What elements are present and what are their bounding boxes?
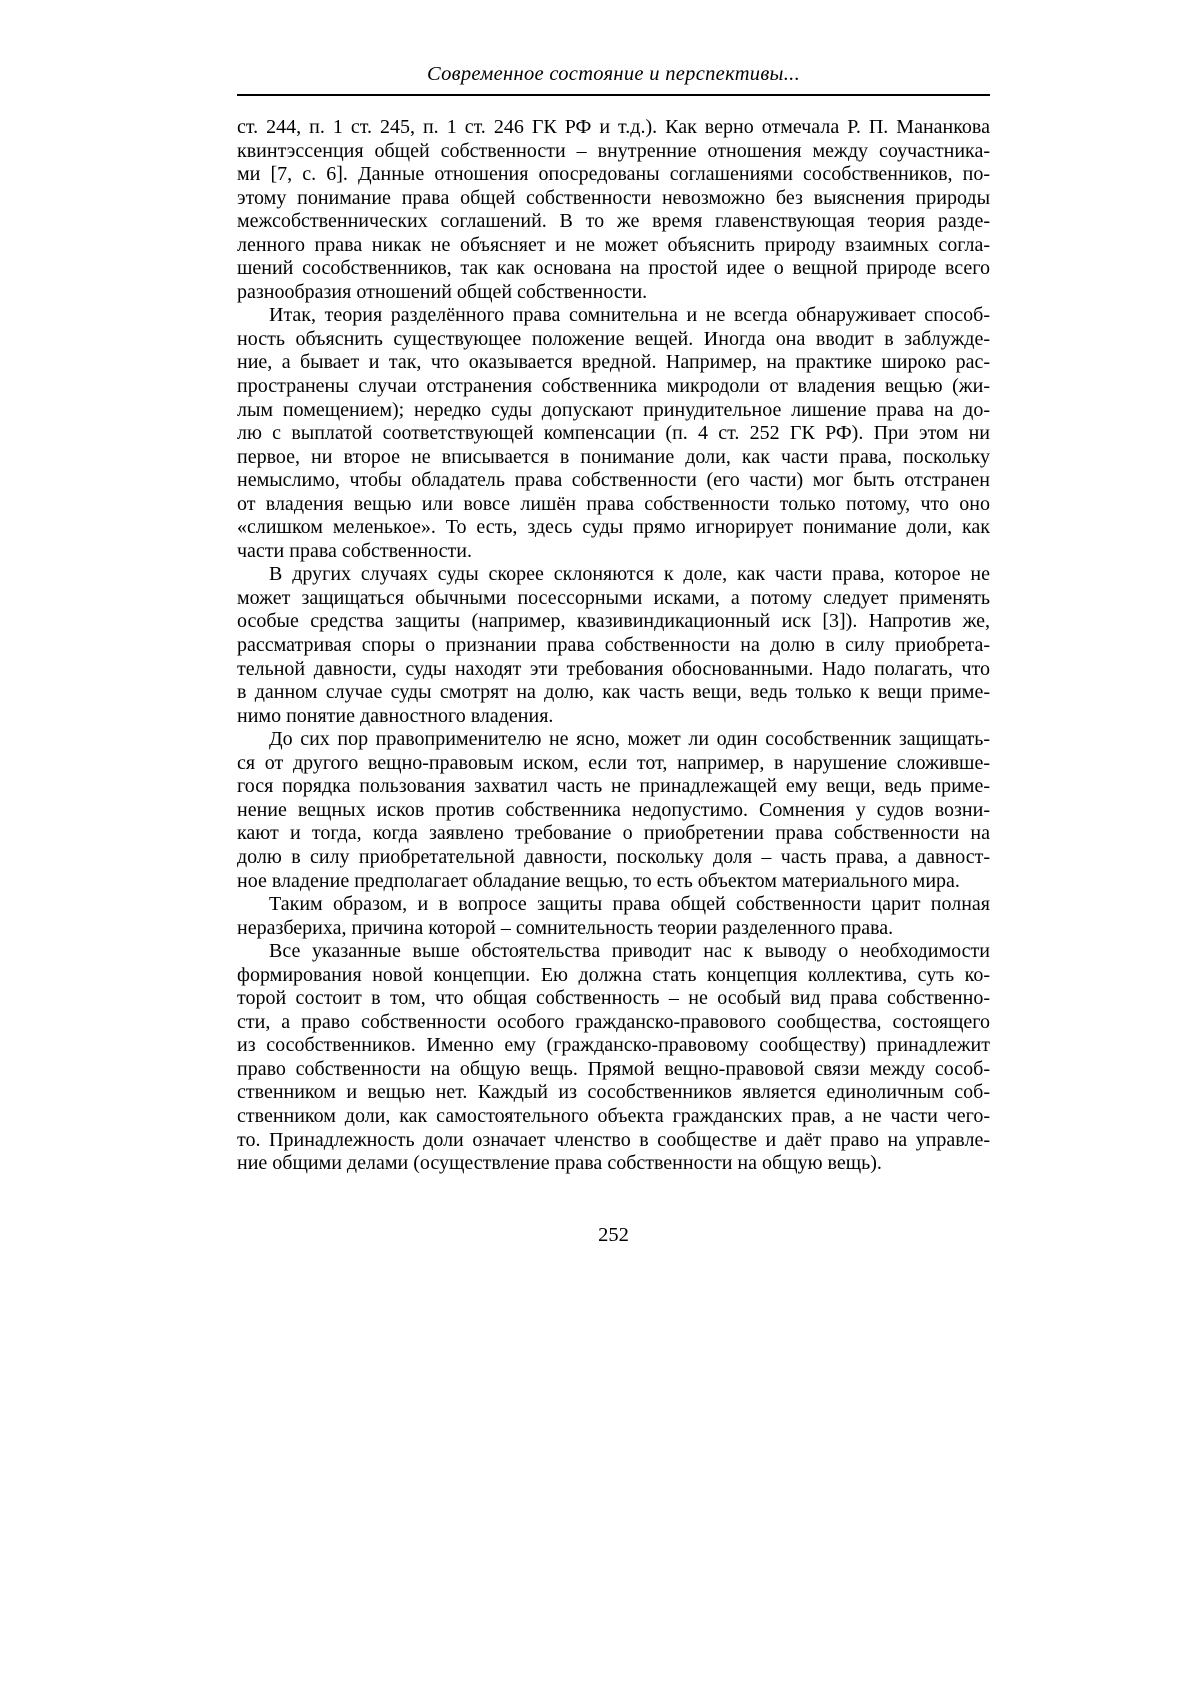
text-line: пространены случаи отстранения собственника микродоли от владения вещью (жи-: [237, 375, 990, 398]
text-line: право собственности на общую вещь. Прямой вещно-правовой связи между сособ-: [237, 1057, 990, 1080]
running-header: [237, 62, 990, 96]
text-line: До сих пор правоприменителю не ясно, может ли один сособственник защищать-: [269, 728, 990, 751]
text-line: ственником доли, как самостоятельного объекта гражданских прав, а не части чего-: [237, 1104, 990, 1127]
text-line: немыслимо, чтобы обладатель права собственности (его части) мог быть отстранен: [237, 469, 990, 492]
text-line: этому понимание права общей собственности невозможно без выяснения природы: [237, 186, 990, 209]
text-line: ся от другого вещно-правовым иском, если тот, например, в нарушение сложивше-: [237, 751, 990, 774]
text-line: то. Принадлежность доли означает членство в сообществе и даёт право на управле-: [237, 1128, 990, 1151]
paragraph: [237, 893, 990, 940]
text-line: лю с выплатой соответствующей компенсации (п. 4 ст. 252 ГК РФ). При этом ни: [237, 422, 990, 445]
text-line: ное владение предполагает обладание вещью, то есть объектом материального мира.: [237, 869, 960, 892]
text-line: В других случаях суды скорее склоняются к доле, как части права, которое не: [269, 563, 990, 586]
text-line: от владения вещью или вовсе лишён права собственности только потому, что оно: [237, 492, 990, 515]
text-line: гося порядка пользования захватил часть не принадлежащей ему вещи, ведь приме-: [237, 775, 990, 798]
text-line: Все указанные выше обстоятельства приводит нас к выводу о необходимости: [269, 940, 990, 963]
text-line: долю в силу приобретательной давности, поскольку доля – часть права, а давност-: [237, 845, 990, 868]
text-line: лым помещением); нередко суды допускают принудительное лишение права на до-: [237, 398, 990, 421]
text-line: особые средства защиты (например, квазивиндикационный иск [3]). Напротив же,: [237, 610, 990, 633]
text-line: тельной давности, суды находят эти требования обоснованными. Надо полагать, что: [237, 657, 990, 680]
paragraph: [237, 116, 990, 304]
text-line: ст. 244, п. 1 ст. 245, п. 1 ст. 246 ГК РФ и т.д.). Как верно отмечала Р. П. Мананкова: [237, 116, 990, 138]
text-line: ние общими делами (осуществление права собственности на общую вещь).: [237, 1152, 882, 1175]
text-line: сти, а право собственности особого гражданско-правового сообщества, состоящего: [237, 1010, 990, 1033]
page-number: 252: [598, 1224, 629, 1246]
text-line: разнообразия отношений общей собственности.: [237, 280, 648, 303]
text-line: ние, а бывает и так, что оказывается вредной. Например, на практике широко рас-: [237, 351, 990, 374]
paragraph: [237, 563, 990, 728]
text-line: ность объяснить существующее положение вещей. Иногда она вводит в заблужде-: [237, 327, 990, 350]
text-line: Итак, теория разделённого права сомнительна и не всегда обнаруживает способ-: [269, 304, 990, 327]
running-header-title: Современное состояние и перспективы...: [426, 63, 801, 85]
text-line: шений сособственников, так как основана на простой идее о вещной природе всего: [237, 257, 990, 280]
text-line: нение вещных исков против собственника недопустимо. Сомнения у судов возни-: [237, 798, 990, 821]
text-line: формирования новой концепции. Ею должна стать концепция коллектива, суть ко-: [237, 963, 990, 986]
text-line: квинтэссенция общей собственности – внутренние отношения между соучастника-: [237, 139, 990, 162]
text-line: «слишком меленькое». То есть, здесь суды прямо игнорирует понимание доли, как: [237, 516, 990, 539]
text-line: нимо понятие давностного владения.: [237, 704, 554, 727]
text-line: ленного права никак не объясняет и не может объяснить природу взаимных согла-: [237, 233, 990, 256]
text-line: Таким образом, и в вопросе защиты права общей собственности царит полная: [269, 893, 990, 916]
text-line: может защищаться обычными посессорными исками, а потому следует применять: [237, 586, 990, 609]
text-line: межсобственнических соглашений. В то же время главенствующая теория разде-: [237, 210, 990, 233]
text-line: рассматривая споры о признании права собственности на долю в силу приобрета-: [237, 634, 990, 657]
text-line: части права собственности.: [237, 539, 472, 562]
text-line: в данном случае суды смотрят на долю, как часть вещи, ведь только к вещи приме-: [237, 681, 990, 704]
paragraph: [237, 728, 990, 893]
text-line: ственником и вещью нет. Каждый из сособственников является единоличным соб-: [237, 1081, 990, 1104]
paragraph: [237, 940, 990, 1175]
text-line: первое, ни второе не вписывается в понимание доли, как части права, поскольку: [237, 445, 990, 468]
text-line: кают и тогда, когда заявлено требование о приобретении права собственности на: [237, 822, 990, 845]
paragraph: [237, 304, 990, 563]
text-line: торой состоит в том, что общая собственность – не особый вид права собственно-: [237, 987, 990, 1010]
page-body: [237, 116, 990, 1176]
text-line: ми [7, с. 6]. Данные отношения опосредованы соглашениями сособственников, по-: [237, 163, 990, 186]
text-line: из сособственников. Именно ему (гражданско-правовому сообществу) принадлежит: [237, 1034, 990, 1057]
text-line: неразбериха, причина которой – сомнительность теории разделенного права.: [237, 916, 894, 939]
